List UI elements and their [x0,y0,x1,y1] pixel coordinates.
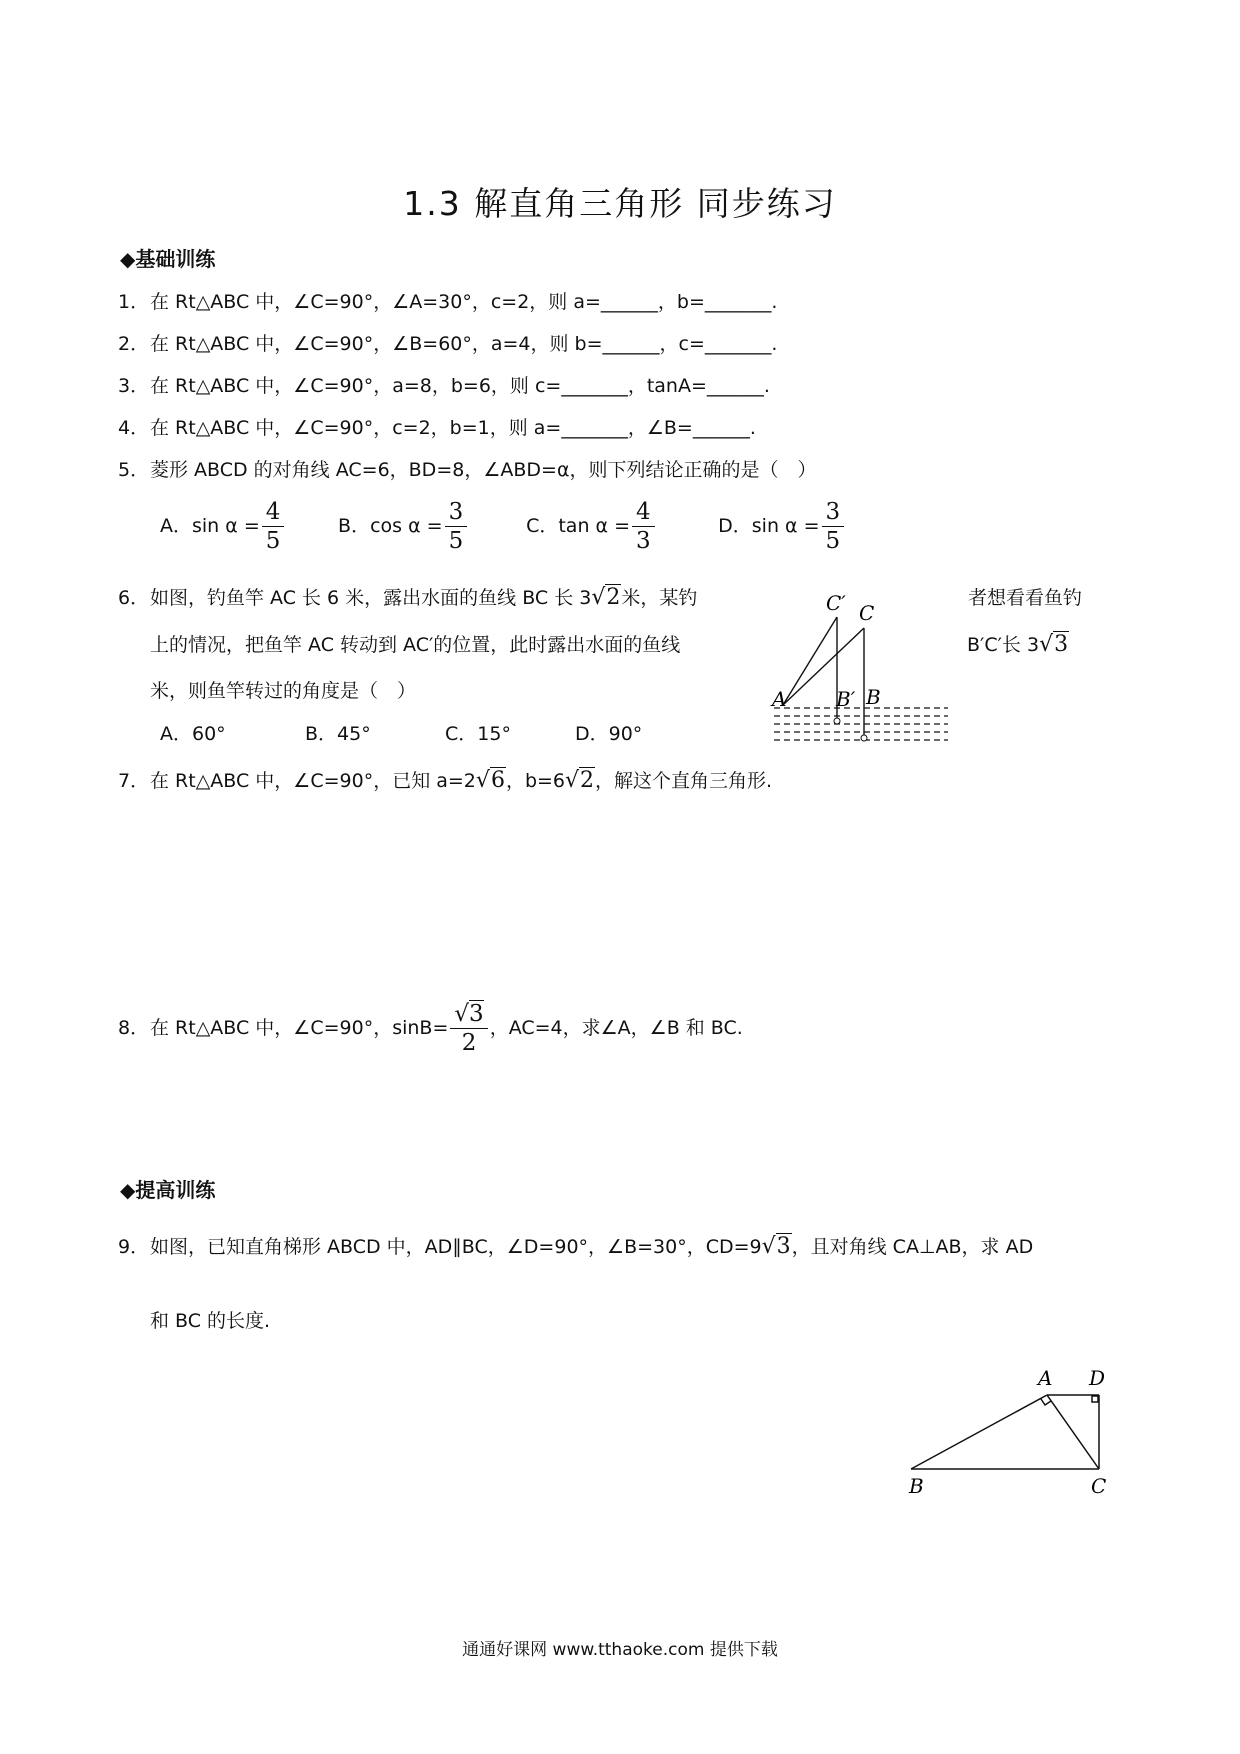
label-c-prime: C′ [826,591,846,615]
q5-option-a: A．sin α = $\frac{4}{5}$ [160,500,332,553]
q5-options [160,500,846,553]
q6-options [160,719,642,746]
section-advanced: ◆提高训练 [120,1178,216,1202]
fishing-rod-figure [770,590,950,750]
question-5 [118,455,816,482]
question-text: 在 Rt△ABC 中，∠C=90°，a=8，b=6，则 c=_______，tanA=______. [150,375,770,397]
question-2 [118,329,777,356]
question-4 [118,413,756,440]
label-b-prime: B′ [836,687,856,711]
q5-option-d: D．sin α = $\frac{3}{5}$ [718,500,846,553]
question-number: 1． [118,291,150,313]
q6-option-d: D．90° [575,723,643,745]
q6-option-c: C．15° [445,723,511,745]
label-a: A [772,687,787,711]
q5-option-b: B．cos α = $\frac{3}{5}$ [338,500,520,553]
q6-option-b: B．45° [305,723,371,745]
question-number: 3． [118,375,150,397]
sqrt-expression: √6 [475,768,505,793]
question-6-line-3: 米，则鱼竿转过的角度是（ ） [150,680,417,702]
q5-option-c: C．tan α = $\frac{4}{3}$ [526,500,712,553]
question-number: 4． [118,417,150,439]
sqrt-expression: √2 [565,768,595,793]
question-7: 7．在 Rt△ABC 中，∠C=90°，已知 a=2√6，b=6√2，解这个直角三角形. [118,768,773,793]
label-a: A [1038,1366,1053,1390]
q6-option-a: A．60° [160,723,226,745]
question-number: 7． [118,770,150,792]
page-title: 1.3 解直角三角形 同步练习 [403,184,837,223]
sqrt-expression: √3 [1039,632,1069,657]
label-d: D [1089,1366,1106,1390]
sqrt-expression: √3 [761,1234,791,1259]
label-c: C [1091,1474,1107,1498]
question-6-line-2: 上的情况，把鱼竿 AC 转动到 AC′的位置，此时露出水面的鱼线 [150,634,681,656]
question-6-line-2-right: B′C′长 3√3 [967,632,1069,657]
question-number: 8． [118,1017,150,1040]
question-number: 9． [118,1236,150,1258]
sqrt-expression: √2 [591,585,621,610]
question-9-line-2: 和 BC 的长度. [150,1310,271,1332]
question-3 [118,371,770,398]
question-text: 在 Rt△ABC 中，∠C=90°，c=2，b=1，则 a=_______，∠B=______. [150,417,756,439]
question-1 [118,287,777,314]
section-basic: ◆基础训练 [120,247,216,271]
label-b: B [909,1474,924,1498]
trapezoid-figure [895,1345,1135,1505]
question-number: 6． [118,587,150,609]
fraction: $\frac{√3}{2}$ [450,1002,487,1055]
question-text: 菱形 ABCD 的对角线 AC=6，BD=8，∠ABD=α，则下列结论正确的是（ ） [150,459,817,481]
question-8: 8．在 Rt△ABC 中，∠C=90°，sinB= $\frac{√3}{2}$ ，AC=4，求∠A，∠B 和 BC. [118,1001,743,1057]
question-number: 5． [118,459,150,481]
label-c: C [859,601,875,625]
footer: 通通好课网 www.tthaoke.com 提供下载 [462,1640,778,1660]
question-number: 2． [118,333,150,355]
label-b: B [866,685,881,709]
question-9-line-1: 9．如图，已知直角梯形 ABCD 中，AD∥BC，∠D=90°，∠B=30°，CD=9√3，且对角线 CA⊥AB，求 AD [118,1234,1034,1259]
question-6-line-1-right: 者想看看鱼钓 [968,587,1083,609]
question-text: 在 Rt△ABC 中，∠C=90°，∠B=60°，a=4，则 b=______，c=_______. [150,333,778,355]
question-text: 在 Rt△ABC 中，∠C=90°，∠A=30°，c=2，则 a=______，b=_______. [150,291,778,313]
question-6-line-1: 6．如图，钓鱼竿 AC 长 6 米，露出水面的鱼线 BC 长 3√2米，某钓 [118,585,698,610]
